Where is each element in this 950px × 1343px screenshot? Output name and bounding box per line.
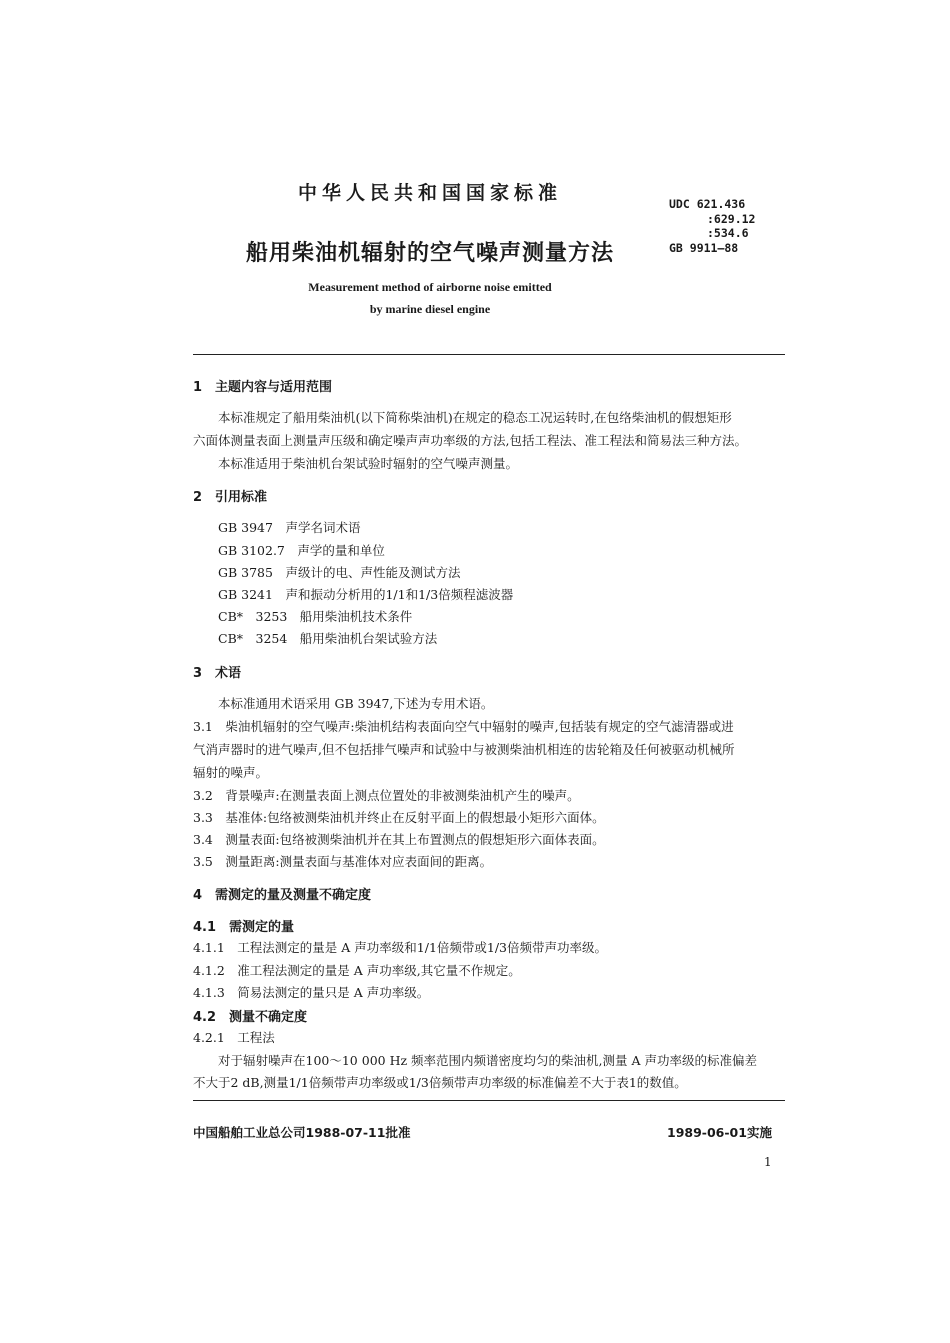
term-3-5: 3.5 测量距离:测量表面与基准体对应表面间的距离。 (193, 854, 493, 869)
page-number: 1 (764, 1155, 772, 1169)
clause-4-2-1-para-line1: 对于辐射噪声在100～10 000 Hz 频率范围内频谱密度均匀的柴油机,测量 A 声功率级的标准偏差 (218, 1053, 757, 1068)
english-title-line1: Measurement method of airborne noise emitted (308, 280, 552, 294)
section-1-heading: 1 主题内容与适用范围 (193, 380, 333, 395)
term-3-2: 3.2 背景噪声:在测量表面上测点位置处的非被测柴油机产生的噪声。 (193, 788, 580, 803)
clause-4-1-1: 4.1.1 工程法测定的量是 A 声功率级和1/1倍频带或1/3倍频带声功率级。 (193, 940, 608, 955)
section-2-heading: 2 引用标准 (193, 490, 268, 505)
effective-date: 1989-06-01实施 (667, 1125, 772, 1140)
subsection-4-2-heading: 4.2 测量不确定度 (193, 1010, 308, 1025)
section-3-heading: 3 术语 (193, 666, 242, 681)
section-1-para1-line1: 本标准规定了船用柴油机(以下简称柴油机)在规定的稳态工况运转时,在包络柴油机的假想矩形 (218, 410, 732, 425)
section-4-heading: 4 需测定的量及测量不确定度 (193, 888, 372, 903)
clause-4-1-2: 4.1.2 准工程法测定的量是 A 声功率级,其它量不作规定。 (193, 963, 521, 978)
approval-date: 中国船舶工业总公司1988-07-11批准 (193, 1125, 411, 1140)
footer-divider (193, 1100, 785, 1101)
section-1-para1-line2: 六面体测量表面上测量声压级和确定噪声声功率级的方法,包括工程法、准工程法和简易法三种方法。 (193, 433, 747, 448)
standard-header: 中华人民共和国国家标准 (297, 182, 562, 204)
reference-item: GB 3785 声级计的电、声性能及测试方法 (218, 565, 461, 580)
clause-4-2-1-para-line2: 不大于2 dB,测量1/1倍频带声功率级或1/3倍频带声功率级的标准偏差不大于表1的数值。 (193, 1075, 687, 1090)
english-title-line2: by marine diesel engine (369, 302, 491, 316)
section-1-para2: 本标准适用于柴油机台架试验时辐射的空气噪声测量。 (218, 456, 519, 471)
term-3-1-line2: 气消声器时的进气噪声,但不包括排气噪声和试验中与被测柴油机相连的齿轮箱及任何被驱动机械所 (193, 742, 735, 757)
term-3-1-line1: 3.1 柴油机辐射的空气噪声:柴油机结构表面向空气中辐射的噪声,包括装有规定的空气滤清器或进 (193, 719, 734, 734)
clause-4-1-3: 4.1.3 简易法测定的量只是 A 声功率级。 (193, 985, 430, 1000)
section-3-intro: 本标准通用术语采用 GB 3947,下述为专用术语。 (218, 696, 494, 711)
reference-item: GB 3241 声和振动分析用的1/1和1/3倍频程滤波器 (218, 587, 514, 602)
term-3-1-line3: 辐射的噪声。 (193, 765, 269, 780)
clause-4-2-1: 4.2.1 工程法 (193, 1030, 275, 1045)
reference-item: CB* 3254 船用柴油机台架试验方法 (218, 631, 438, 646)
subsection-4-1-heading: 4.1 需测定的量 (193, 920, 295, 935)
udc-code-2: :629.12 (707, 211, 756, 226)
term-3-3: 3.3 基准体:包络被测柴油机并终止在反射平面上的假想最小矩形六面体。 (193, 810, 605, 825)
reference-item: GB 3102.7 声学的量和单位 (218, 543, 385, 558)
reference-item: CB* 3253 船用柴油机技术条件 (218, 609, 413, 624)
header-divider (193, 354, 785, 355)
udc-code: UDC 621.436 (669, 197, 746, 211)
gb-number: GB 9911—88 (669, 240, 739, 255)
term-3-4: 3.4 测量表面:包络被测柴油机并在其上布置测点的假想矩形六面体表面。 (193, 832, 605, 847)
document-title: 船用柴油机辐射的空气噪声测量方法 (245, 241, 614, 266)
reference-item: GB 3947 声学名词术语 (218, 520, 361, 535)
udc-code-3: :534.6 (707, 226, 749, 240)
